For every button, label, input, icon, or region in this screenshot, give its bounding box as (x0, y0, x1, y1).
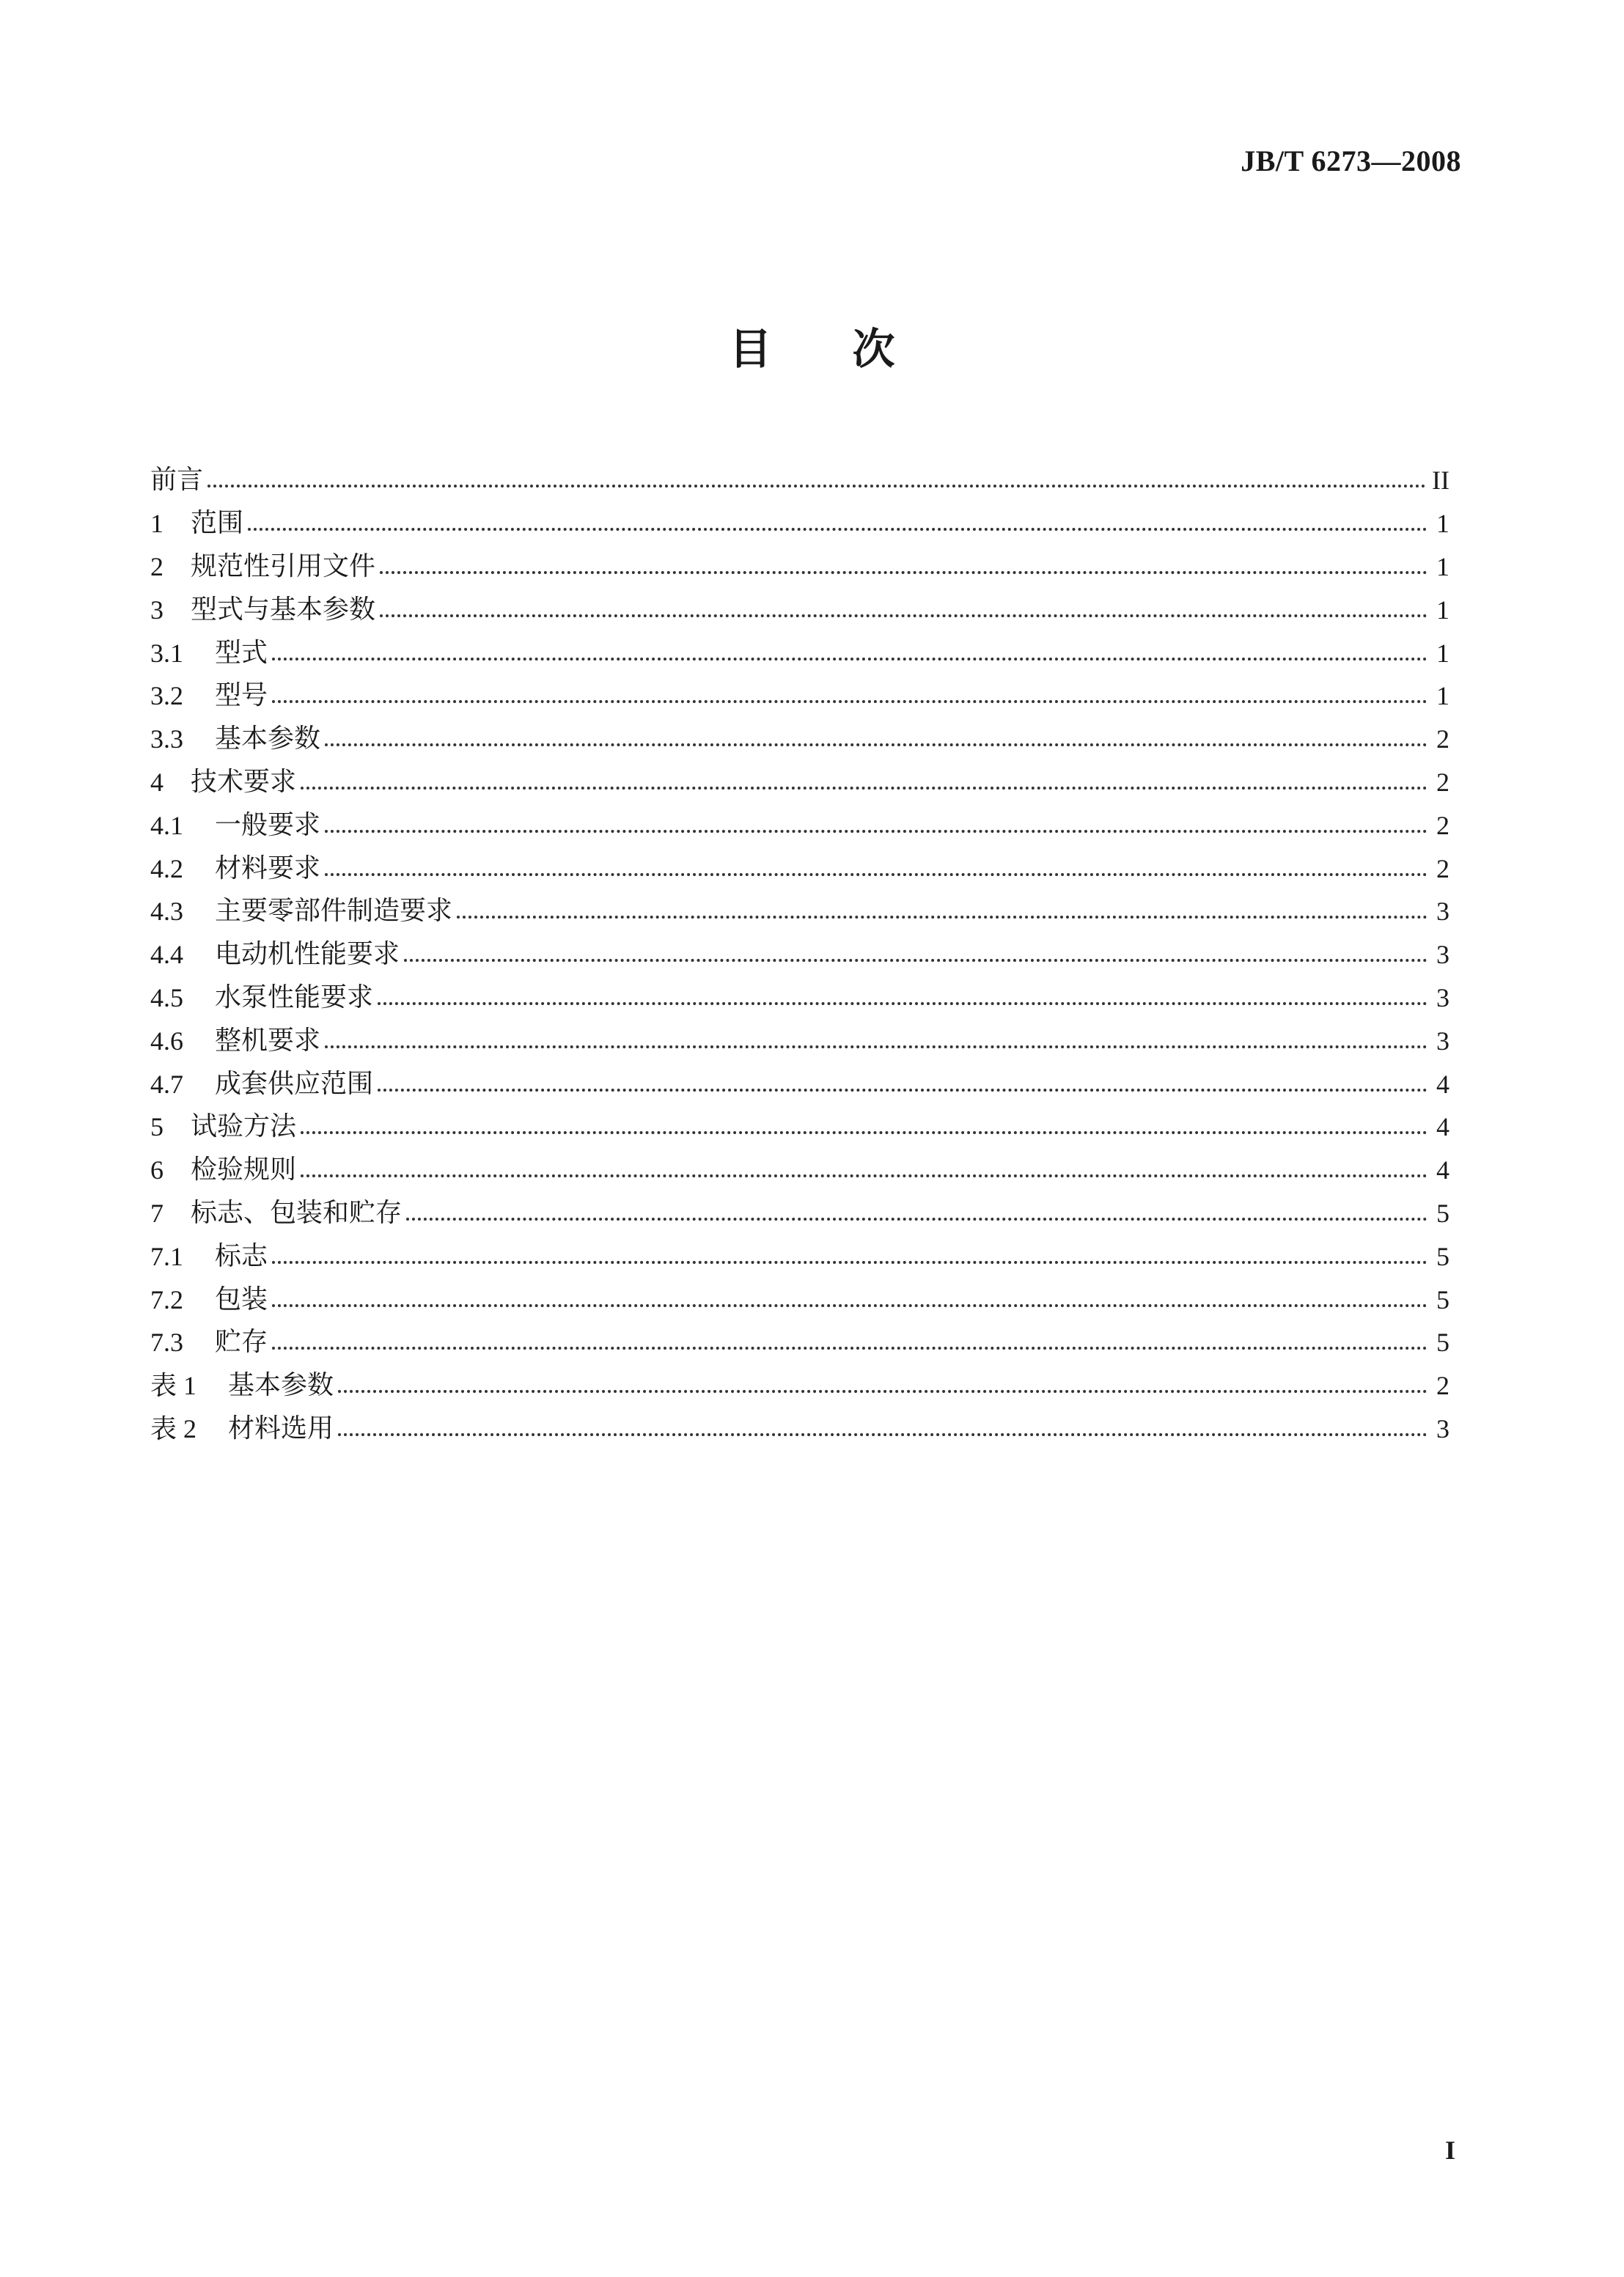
toc-entry-page: 3 (1436, 940, 1450, 970)
toc-entry[interactable] (150, 847, 1450, 890)
toc-entry-title: 检验规则 (191, 1155, 297, 1185)
toc-entry-title: 整机要求 (215, 1025, 321, 1056)
toc-entry[interactable] (150, 631, 1450, 674)
toc-entry[interactable] (150, 933, 1450, 976)
toc-entry-page: 4 (1436, 1069, 1450, 1099)
toc-entry-title: 电动机性能要求 (215, 939, 400, 970)
toc-entry-page: 2 (1436, 724, 1450, 754)
toc-entry[interactable] (150, 1019, 1450, 1062)
toc-entry[interactable] (150, 976, 1450, 1020)
toc-leader-dots (325, 1044, 1428, 1048)
toc-entry-number: 4.6 (150, 1026, 183, 1056)
toc-entry-number: 表 1 (150, 1371, 197, 1401)
title-char-2: 次 (852, 324, 895, 374)
toc-leader-dots (207, 483, 1426, 488)
toc-entry-title: 水泵性能要求 (215, 982, 374, 1012)
toc-entry-title: 一般要求 (215, 809, 321, 840)
toc-entry-title: 基本参数 (228, 1370, 334, 1401)
toc-leader-dots (272, 699, 1428, 703)
toc-entry-page: 5 (1436, 1328, 1450, 1358)
toc-leader-dots (325, 828, 1428, 833)
toc-entry-number: 3.3 (150, 724, 183, 754)
toc-entry-page: 5 (1436, 1284, 1450, 1314)
toc-entry-number: 4.5 (150, 982, 183, 1012)
toc-leader-dots (301, 1173, 1428, 1177)
standard-code: JB/T 6273—2008 (1241, 144, 1461, 177)
toc-entry[interactable] (150, 502, 1450, 545)
toc-entry[interactable] (150, 890, 1450, 933)
toc-entry-title: 型号 (215, 680, 268, 711)
toc-entry-number: 4.3 (150, 897, 183, 927)
toc-entry-page: 3 (1436, 982, 1450, 1012)
toc-entry-title: 型式与基本参数 (191, 594, 376, 625)
toc-entry-number: 3.1 (150, 638, 183, 668)
toc-entry-page: 3 (1436, 1413, 1450, 1443)
toc-entry-page: 1 (1436, 509, 1450, 539)
toc-entry-title: 贮存 (215, 1327, 268, 1358)
toc-entry-page: 1 (1436, 595, 1450, 625)
toc-entry-number: 2 (150, 551, 163, 581)
toc-entry-page: 5 (1436, 1241, 1450, 1271)
page-title (0, 320, 1624, 378)
toc-entry-title: 材料要求 (215, 853, 321, 883)
toc-entry-title: 基本参数 (215, 724, 321, 754)
toc-entry-page: 2 (1436, 853, 1450, 883)
title-char-1: 目 (729, 324, 772, 374)
toc-entry-title: 主要零部件制造要求 (215, 896, 453, 927)
toc-entry-page: 1 (1436, 551, 1450, 581)
toc-leader-dots (248, 526, 1428, 531)
toc-entry[interactable] (150, 1062, 1450, 1106)
toc-entry-number: 3.2 (150, 681, 183, 711)
toc-entry-title: 型式 (215, 637, 268, 668)
toc-entry-title: 标志、包装和贮存 (191, 1197, 403, 1228)
toc-entry-number: 4.4 (150, 940, 183, 970)
toc-entry-title: 材料选用 (228, 1413, 334, 1443)
toc-entry-page: 2 (1436, 810, 1450, 840)
toc-entry-page: 1 (1436, 638, 1450, 668)
toc-leader-dots (325, 872, 1428, 876)
toc-leader-dots (378, 1001, 1428, 1005)
toc-entry[interactable] (150, 588, 1450, 631)
toc-leader-dots (380, 570, 1428, 574)
toc-entry-page: 3 (1436, 897, 1450, 927)
toc-entry-number: 6 (150, 1155, 163, 1185)
toc-entry-number: 4.7 (150, 1069, 183, 1099)
toc-entry[interactable] (150, 718, 1450, 761)
toc-leader-dots (272, 656, 1428, 661)
page-number: I (1444, 2136, 1455, 2165)
toc-entry-number: 7.1 (150, 1241, 183, 1271)
toc-entry[interactable] (150, 545, 1450, 589)
toc-leader-dots (404, 957, 1428, 962)
toc-leader-dots (338, 1432, 1428, 1436)
toc-leader-dots (457, 914, 1428, 919)
toc-entry-number: 7.3 (150, 1328, 183, 1358)
toc-entry-title: 规范性引用文件 (191, 551, 376, 581)
toc-entry[interactable] (150, 1278, 1450, 1321)
toc-entry[interactable] (150, 761, 1450, 804)
toc-entry-title: 试验方法 (191, 1111, 297, 1142)
toc-entry-number: 4.1 (150, 810, 183, 840)
toc-entry[interactable] (150, 1408, 1450, 1451)
toc-entry-number: 1 (150, 509, 163, 539)
toc-entry[interactable] (150, 1364, 1450, 1408)
toc-entry-number: 3 (150, 595, 163, 625)
toc-leader-dots (301, 785, 1428, 790)
toc-entry-page: 5 (1436, 1198, 1450, 1228)
toc-entry[interactable] (150, 1321, 1450, 1364)
toc-entry[interactable] (150, 803, 1450, 847)
toc-entry[interactable] (150, 1192, 1450, 1235)
toc-entry-number: 表 2 (150, 1413, 197, 1443)
toc-entry-title: 包装 (215, 1284, 268, 1314)
toc-entry-page: II (1432, 466, 1450, 496)
toc-leader-dots (272, 1303, 1428, 1307)
toc-entry-page: 4 (1436, 1112, 1450, 1142)
toc-leader-dots (406, 1216, 1428, 1221)
toc-entry-page: 1 (1436, 681, 1450, 711)
toc-entry-title: 范围 (191, 508, 244, 539)
toc-leader-dots (272, 1345, 1428, 1350)
toc-leader-dots (301, 1130, 1428, 1134)
toc-entry-number: 5 (150, 1112, 163, 1142)
toc-entry-number: 7 (150, 1198, 163, 1228)
toc-entry-page: 3 (1436, 1026, 1450, 1056)
toc-entry-number: 4 (150, 767, 163, 797)
toc-entry-number: 7.2 (150, 1284, 183, 1314)
toc-entry-page: 2 (1436, 767, 1450, 797)
toc-entry[interactable] (150, 1235, 1450, 1278)
toc-leader-dots (378, 1087, 1428, 1092)
toc-entry[interactable] (150, 1149, 1450, 1192)
toc-entry-title: 标志 (215, 1240, 268, 1271)
toc-entry-page: 2 (1436, 1371, 1450, 1401)
table-of-contents (150, 459, 1450, 1450)
toc-entry-number: 4.2 (150, 853, 183, 883)
toc-leader-dots (380, 613, 1428, 617)
toc-entry[interactable] (150, 674, 1450, 718)
toc-leader-dots (272, 1259, 1428, 1264)
toc-entry-page: 4 (1436, 1155, 1450, 1185)
toc-leader-dots (325, 742, 1428, 746)
toc-entry-title: 技术要求 (191, 766, 297, 797)
toc-entry[interactable] (150, 1106, 1450, 1149)
toc-entry[interactable] (150, 459, 1450, 502)
toc-leader-dots (338, 1388, 1428, 1393)
toc-entry-title: 前言 (150, 465, 204, 496)
toc-entry-title: 成套供应范围 (215, 1068, 374, 1099)
